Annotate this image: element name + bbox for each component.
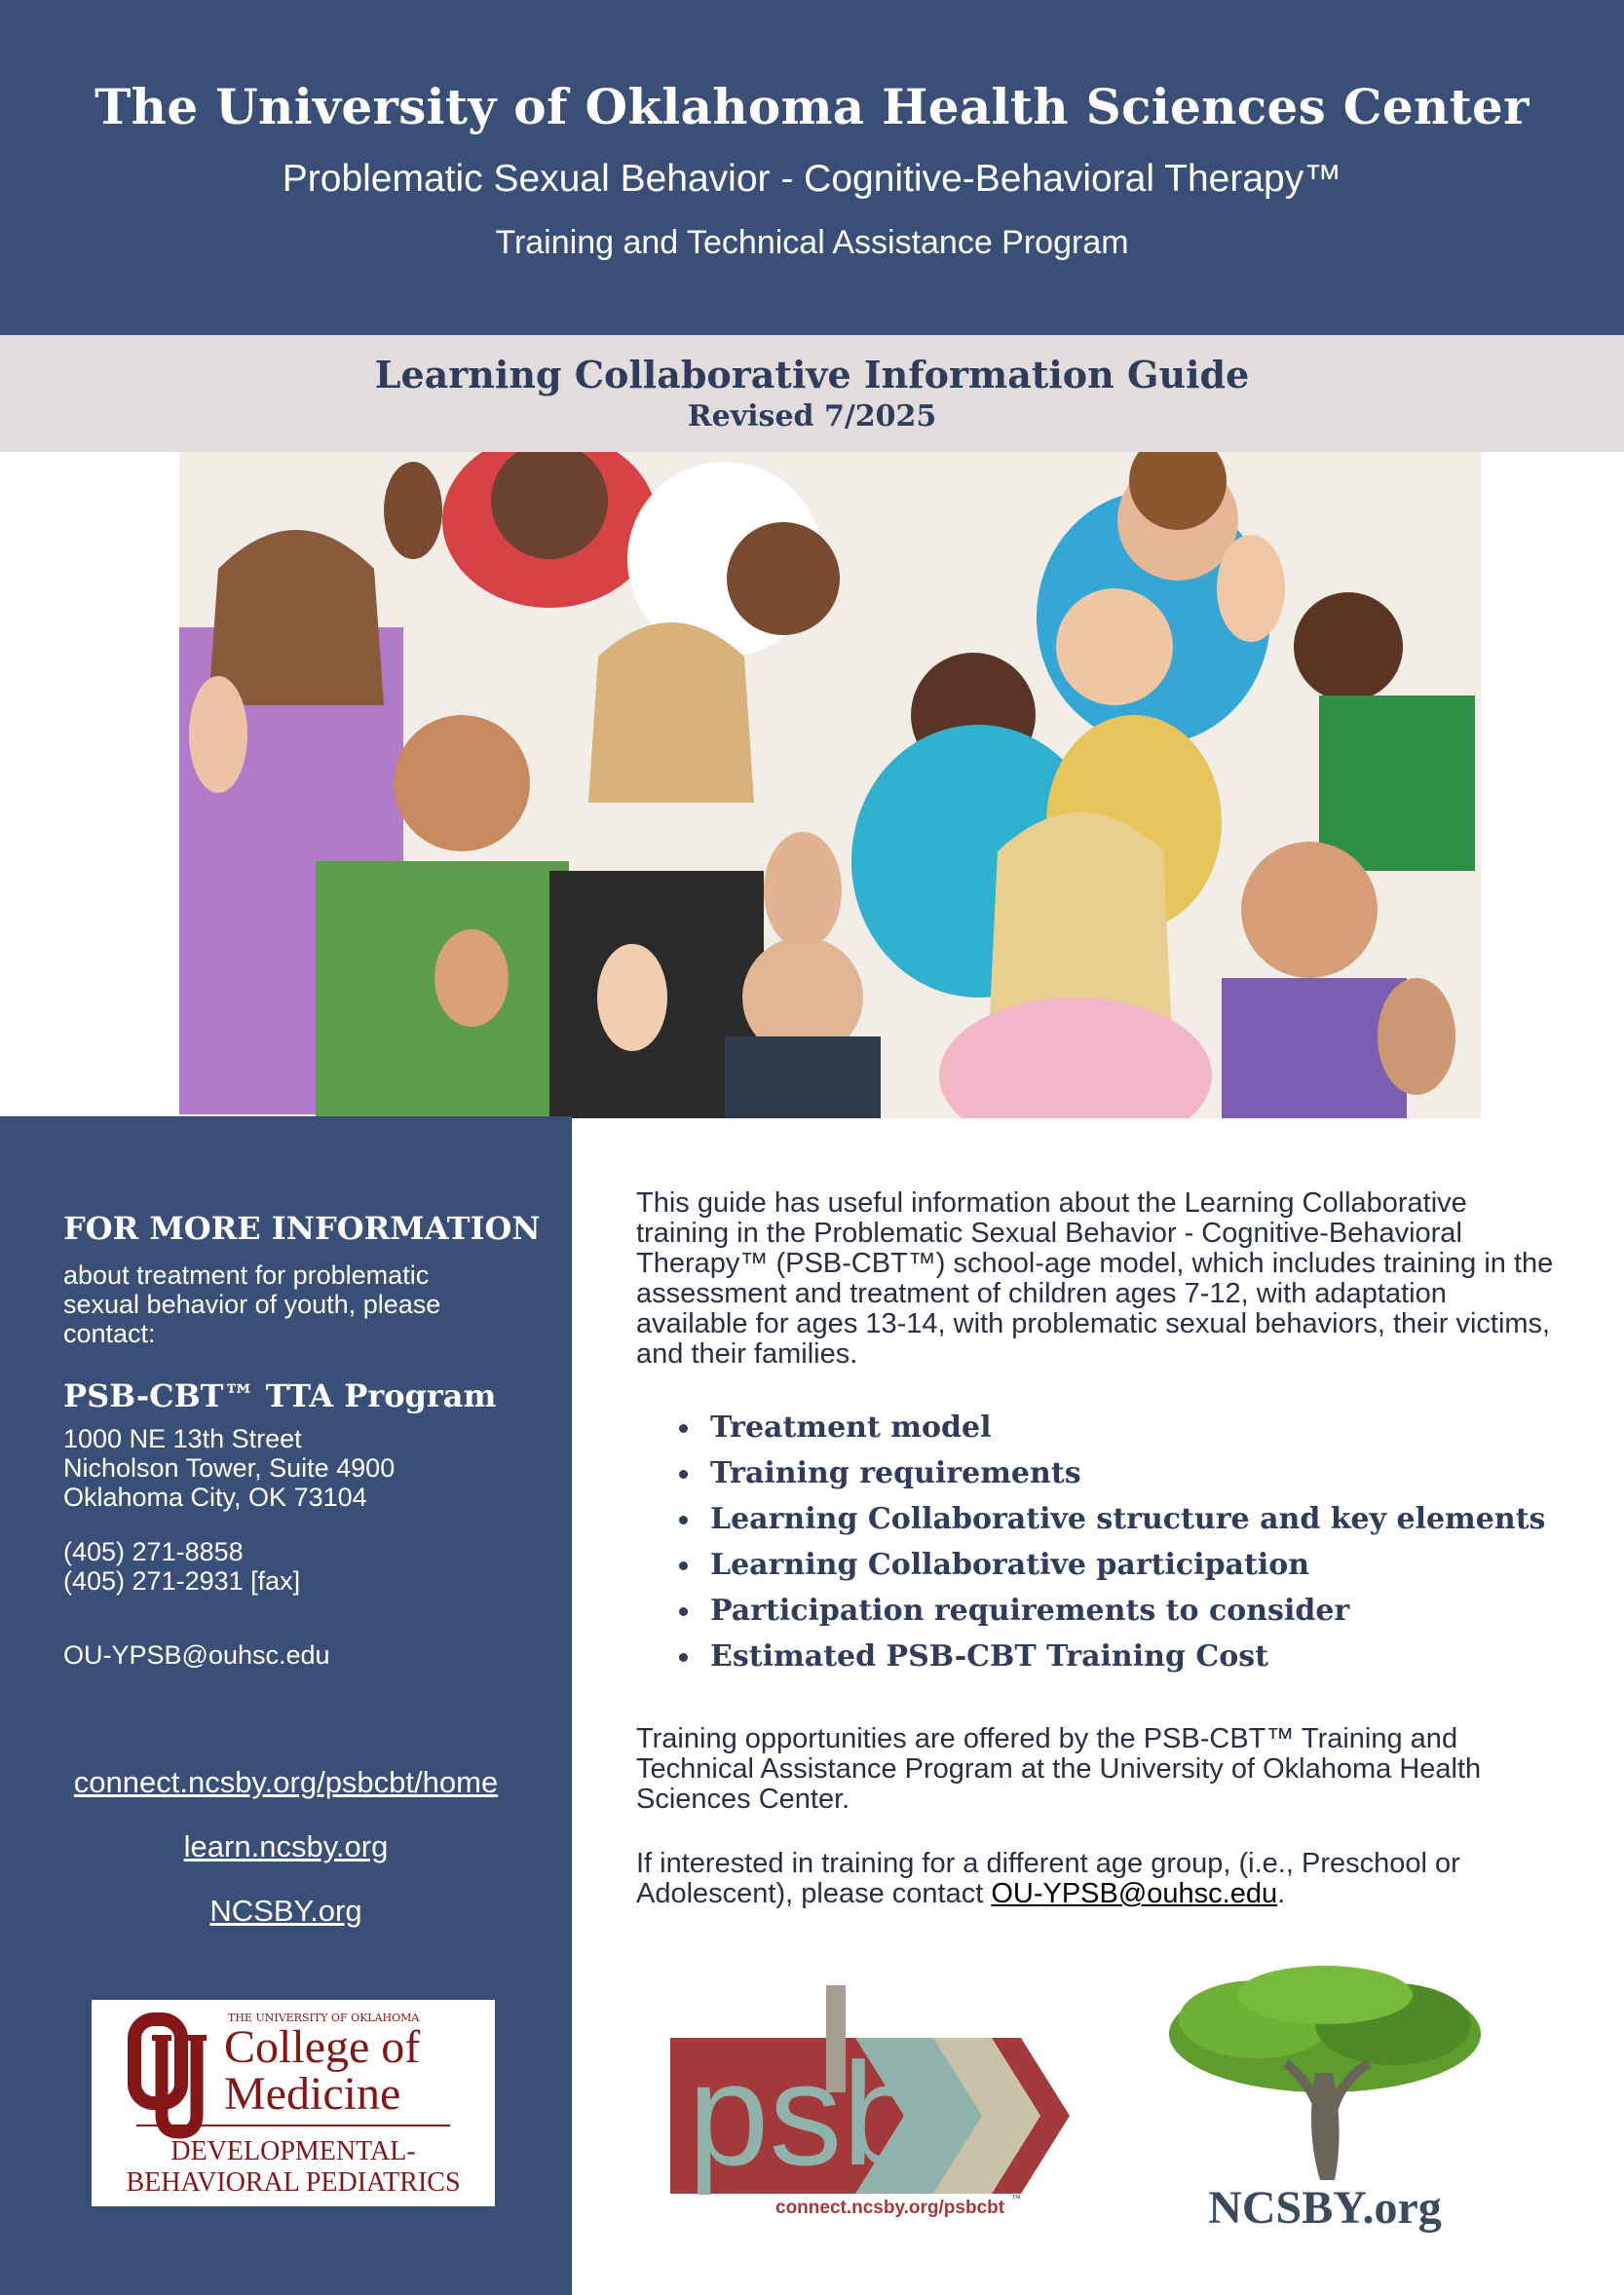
address-line: 1000 NE 13th Street [63,1424,302,1453]
program-subtitle: Training and Technical Assistance Program [495,224,1129,261]
logo-text: College of [224,2021,421,2073]
list-item: Learning Collaborative participation [636,1548,1562,1594]
bullet-icon [679,1516,688,1524]
contact-paragraph: If interested in training for a different age group, (i.e., Preschool or Adolescent), please contact OU-YPSB@ouhsc.edu. [636,1848,1460,1909]
list-item: Estimated PSB-CBT Training Cost [636,1639,1562,1685]
ncsby-text: NCSBY.org [1208,2182,1442,2234]
guide-topics-list [636,1411,1562,1685]
guide-title: Learning Collaborative Information Guide [374,353,1250,396]
program-name: PSB-CBT™ TTA Program [63,1377,497,1414]
logo-text: DEVELOPMENTAL- [170,2136,416,2166]
fax-number: (405) 271-2931 [fax] [63,1566,301,1596]
college-of-medicine-logo [92,2000,495,2206]
logo-text: THE UNIVERSITY OF OKLAHOMA [228,2012,420,2024]
phone-number: (405) 271-8858 [63,1537,244,1566]
contact-email-link[interactable]: OU-YPSB@ouhsc.edu [991,1878,1278,1909]
more-info-text: about treatment for problematic sexual behavior of youth, please contact: [63,1260,441,1348]
program-title: Problematic Sexual Behavior - Cognitive-Behavioral Therapy™ [282,158,1342,200]
ncsby-logo [1140,1966,1510,2239]
bullet-icon [679,1424,688,1433]
address [63,1424,395,1512]
bullet-icon [679,1607,688,1616]
psb-tm: ™ [1011,2194,1021,2204]
phone-numbers [63,1537,300,1596]
list-item: Learning Collaborative structure and key elements [636,1502,1562,1548]
revised-date: Revised 7/2025 [687,399,937,433]
institution-title: The University of Oklahoma Health Sciences Center [94,78,1530,135]
logo-text: Medicine [224,2068,401,2120]
psb-logo [670,1979,1070,2223]
contact-email[interactable]: OU-YPSB@ouhsc.edu [63,1640,330,1670]
opportunities-paragraph: Training opportunities are offered by the PSB-CBT™ Training and Technical Assistance Program at the University of Oklahoma Health Sciences Center. [636,1723,1482,1815]
address-line: Nicholson Tower, Suite 4900 [63,1453,396,1483]
more-info-heading: FOR MORE INFORMATION [63,1210,541,1247]
intro-paragraph: This guide has useful information about the Learning Collaborative training in the Problematic Sexual Behavior - Cognitive-Behavioral Therapy™ (PSB-CBT™) school-age model, which includes training in the assessment and treatment of children ages 7-12, with adaptation available for ages 13-14, with problematic sexual behaviors, their victims, and their families. [636,1187,1554,1370]
bullet-icon [679,1470,688,1479]
list-item: Training requirements [636,1456,1562,1502]
list-item: Treatment model [636,1411,1562,1456]
logo-text: BEHAVIORAL PEDIATRICS [126,2167,461,2198]
list-item: Participation requirements to consider [636,1594,1562,1639]
link-learn-ncsby[interactable]: learn.ncsby.org [183,1829,389,1863]
ou-monogram-icon [134,2019,207,2132]
title-band [0,335,1624,452]
psb-url: connect.ncsby.org/psbcbt [775,2198,1005,2218]
tree-icon [1169,1966,1481,2180]
link-ncsby[interactable]: NCSBY.org [209,1894,362,1928]
header-banner [0,0,1624,335]
address-line: Oklahoma City, OK 73104 [63,1483,367,1512]
children-photo [179,452,1481,1118]
psb-word: psb [688,2032,924,2196]
bullet-icon [679,1653,688,1662]
bullet-icon [679,1561,688,1570]
link-connect-psbcbt[interactable]: connect.ncsby.org/psbcbt/home [73,1765,499,1799]
